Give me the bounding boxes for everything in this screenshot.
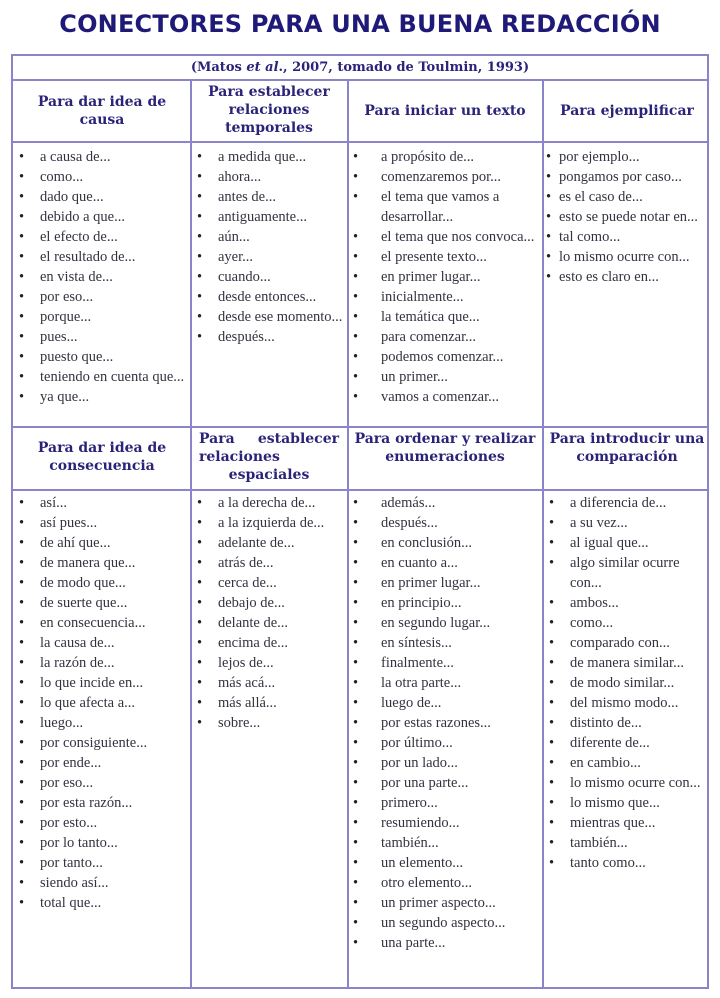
list-item: • teniendo en cuenta que... xyxy=(15,367,189,387)
list-item: • a su vez... xyxy=(545,513,705,533)
list-item: • para comenzar... xyxy=(350,327,538,347)
list-item: • lo mismo ocurre con... xyxy=(545,773,705,793)
list-item: • es el caso de... xyxy=(545,187,705,207)
list-item: • desde entonces... xyxy=(193,287,345,307)
list-item: • la otra parte... xyxy=(350,673,538,693)
list-item: • pongamos por caso... xyxy=(545,167,705,187)
list-item: • después... xyxy=(193,327,345,347)
heading-espaciales: Para establecer relaciones espaciales xyxy=(199,431,339,483)
list-item: • de suerte que... xyxy=(15,593,189,613)
list-item: • un segundo aspecto... xyxy=(350,913,538,933)
list-item: • más acá... xyxy=(193,673,345,693)
list-item: • algo similar ocurre con... xyxy=(545,553,705,593)
header-divider xyxy=(13,141,707,143)
list-item: • así pues... xyxy=(15,513,189,533)
list-item: • a propósito de... xyxy=(350,147,538,167)
citation-et-al: et al xyxy=(246,60,279,75)
column-divider xyxy=(347,81,349,987)
list-causa xyxy=(15,147,189,407)
list-item: • por ejemplo... xyxy=(545,147,705,167)
section-divider xyxy=(13,426,707,428)
list-item: • un primer aspecto... xyxy=(350,893,538,913)
list-item: • tal como... xyxy=(545,227,705,247)
citation-rest: ., 2007, tomado de Toulmin, 1993) xyxy=(278,60,530,75)
list-item: • lo mismo que... xyxy=(545,793,705,813)
list-item: • la razón de... xyxy=(15,653,189,673)
list-item: • atrás de... xyxy=(193,553,345,573)
list-item: • un primer... xyxy=(350,367,538,387)
list-item: • de modo que... xyxy=(15,573,189,593)
list-item: • en síntesis... xyxy=(350,633,538,653)
list-comparacion xyxy=(545,493,705,873)
list-item: • el efecto de... xyxy=(15,227,189,247)
column-divider xyxy=(190,81,192,987)
list-item: • después... xyxy=(350,513,538,533)
list-item: • sobre... xyxy=(193,713,345,733)
list-item: • antes de... xyxy=(193,187,345,207)
list-item: • comparado con... xyxy=(545,633,705,653)
list-item: • de ahí que... xyxy=(15,533,189,553)
list-item: • ambos... xyxy=(545,593,705,613)
list-item: • del mismo modo... xyxy=(545,693,705,713)
list-item: • en primer lugar... xyxy=(350,573,538,593)
list-item: • por eso... xyxy=(15,287,189,307)
list-item: • de modo similar... xyxy=(545,673,705,693)
list-item: • a la derecha de... xyxy=(193,493,345,513)
list-item: • en vista de... xyxy=(15,267,189,287)
list-item: • primero... xyxy=(350,793,538,813)
list-item: • como... xyxy=(15,167,189,187)
list-item: • dado que... xyxy=(15,187,189,207)
list-item: • el resultado de... xyxy=(15,247,189,267)
list-item: • distinto de... xyxy=(545,713,705,733)
page-title: CONECTORES PARA UNA BUENA REDACCIÓN xyxy=(59,10,661,38)
list-item: • en segundo lugar... xyxy=(350,613,538,633)
list-item: • en conclusión... xyxy=(350,533,538,553)
list-item: • adelante de... xyxy=(193,533,345,553)
list-item: • lo que afecta a... xyxy=(15,693,189,713)
list-item: • a causa de... xyxy=(15,147,189,167)
list-item: • debido a que... xyxy=(15,207,189,227)
list-item: • en principio... xyxy=(350,593,538,613)
list-item: • a la izquierda de... xyxy=(193,513,345,533)
list-item: • total que... xyxy=(15,893,189,913)
source-citation xyxy=(13,56,707,81)
list-item: • el tema que vamos a desarrollar... xyxy=(350,187,538,227)
list-item: • una parte... xyxy=(350,933,538,953)
list-item: • por esto... xyxy=(15,813,189,833)
list-item: • más allá... xyxy=(193,693,345,713)
list-item: • por esta razón... xyxy=(15,793,189,813)
list-item: • antiguamente... xyxy=(193,207,345,227)
list-item: • vamos a comenzar... xyxy=(350,387,538,407)
list-item: • resumiendo... xyxy=(350,813,538,833)
list-item: • otro elemento... xyxy=(350,873,538,893)
list-item: • de manera que... xyxy=(15,553,189,573)
list-item: • por consiguiente... xyxy=(15,733,189,753)
list-item: • también... xyxy=(545,833,705,853)
list-item: • ahora... xyxy=(193,167,345,187)
list-item: • diferente de... xyxy=(545,733,705,753)
heading-causa: Para dar idea de causa xyxy=(37,94,167,128)
list-temporales xyxy=(193,147,345,347)
list-item: • encima de... xyxy=(193,633,345,653)
list-item: • además... xyxy=(350,493,538,513)
list-item: • comenzaremos por... xyxy=(350,167,538,187)
list-item: • por último... xyxy=(350,733,538,753)
list-item: • aún... xyxy=(193,227,345,247)
heading-enumeraciones: Para ordenar y realizar enumeraciones xyxy=(354,431,536,465)
list-item: • inicialmente... xyxy=(350,287,538,307)
list-item: • de manera similar... xyxy=(545,653,705,673)
list-item: • cuando... xyxy=(193,267,345,287)
list-item: • en consecuencia... xyxy=(15,613,189,633)
list-item: • por lo tanto... xyxy=(15,833,189,853)
list-item: • debajo de... xyxy=(193,593,345,613)
list-ejemplificar xyxy=(545,147,705,287)
list-item: • como... xyxy=(545,613,705,633)
list-item: • ya que... xyxy=(15,387,189,407)
list-item: • a medida que... xyxy=(193,147,345,167)
list-item: • el presente texto... xyxy=(350,247,538,267)
column-divider xyxy=(542,81,544,987)
list-enumeraciones xyxy=(350,493,538,953)
list-item: • por un lado... xyxy=(350,753,538,773)
list-item: • ayer... xyxy=(193,247,345,267)
list-item: • pues... xyxy=(15,327,189,347)
header-divider xyxy=(13,489,707,491)
list-item: • al igual que... xyxy=(545,533,705,553)
list-item: • siendo así... xyxy=(15,873,189,893)
list-item: • lejos de... xyxy=(193,653,345,673)
list-item: • mientras que... xyxy=(545,813,705,833)
list-item: • tanto como... xyxy=(545,853,705,873)
list-item: • lo mismo ocurre con... xyxy=(545,247,705,267)
list-item: • luego de... xyxy=(350,693,538,713)
list-item: • en primer lugar... xyxy=(350,267,538,287)
list-item: • la temática que... xyxy=(350,307,538,327)
list-item: • delante de... xyxy=(193,613,345,633)
list-item: • la causa de... xyxy=(15,633,189,653)
list-item: • por una parte... xyxy=(350,773,538,793)
list-consecuencia xyxy=(15,493,189,913)
heading-comparacion: Para introducir una comparación xyxy=(549,431,705,465)
list-item: • en cambio... xyxy=(545,753,705,773)
list-item: • luego... xyxy=(15,713,189,733)
list-item: • desde ese momento... xyxy=(193,307,345,327)
heading-ejemplificar: Para ejemplificar xyxy=(560,103,694,119)
list-item: • por tanto... xyxy=(15,853,189,873)
list-item: • un elemento... xyxy=(350,853,538,873)
list-item: • por estas razones... xyxy=(350,713,538,733)
heading-iniciar: Para iniciar un texto xyxy=(364,103,526,119)
list-item: • a diferencia de... xyxy=(545,493,705,513)
list-item: • puesto que... xyxy=(15,347,189,367)
list-item: • lo que incide en... xyxy=(15,673,189,693)
list-item: • también... xyxy=(350,833,538,853)
list-item: • esto se puede notar en... xyxy=(545,207,705,227)
list-item: • porque... xyxy=(15,307,189,327)
list-item: • esto es claro en... xyxy=(545,267,705,287)
heading-temporales: Para establecer relaciones temporales xyxy=(208,84,330,136)
citation-authors: (Matos xyxy=(190,60,247,75)
list-item: • por ende... xyxy=(15,753,189,773)
list-item: • el tema que nos convoca... xyxy=(350,227,538,247)
list-item: • finalmente... xyxy=(350,653,538,673)
list-item: • por eso... xyxy=(15,773,189,793)
list-item: • así... xyxy=(15,493,189,513)
list-item: • en cuanto a... xyxy=(350,553,538,573)
connectors-table xyxy=(11,54,709,989)
list-espaciales xyxy=(193,493,345,733)
list-item: • cerca de... xyxy=(193,573,345,593)
list-iniciar xyxy=(350,147,538,407)
heading-consecuencia: Para dar idea de consecuencia xyxy=(37,440,167,474)
list-item: • podemos comenzar... xyxy=(350,347,538,367)
